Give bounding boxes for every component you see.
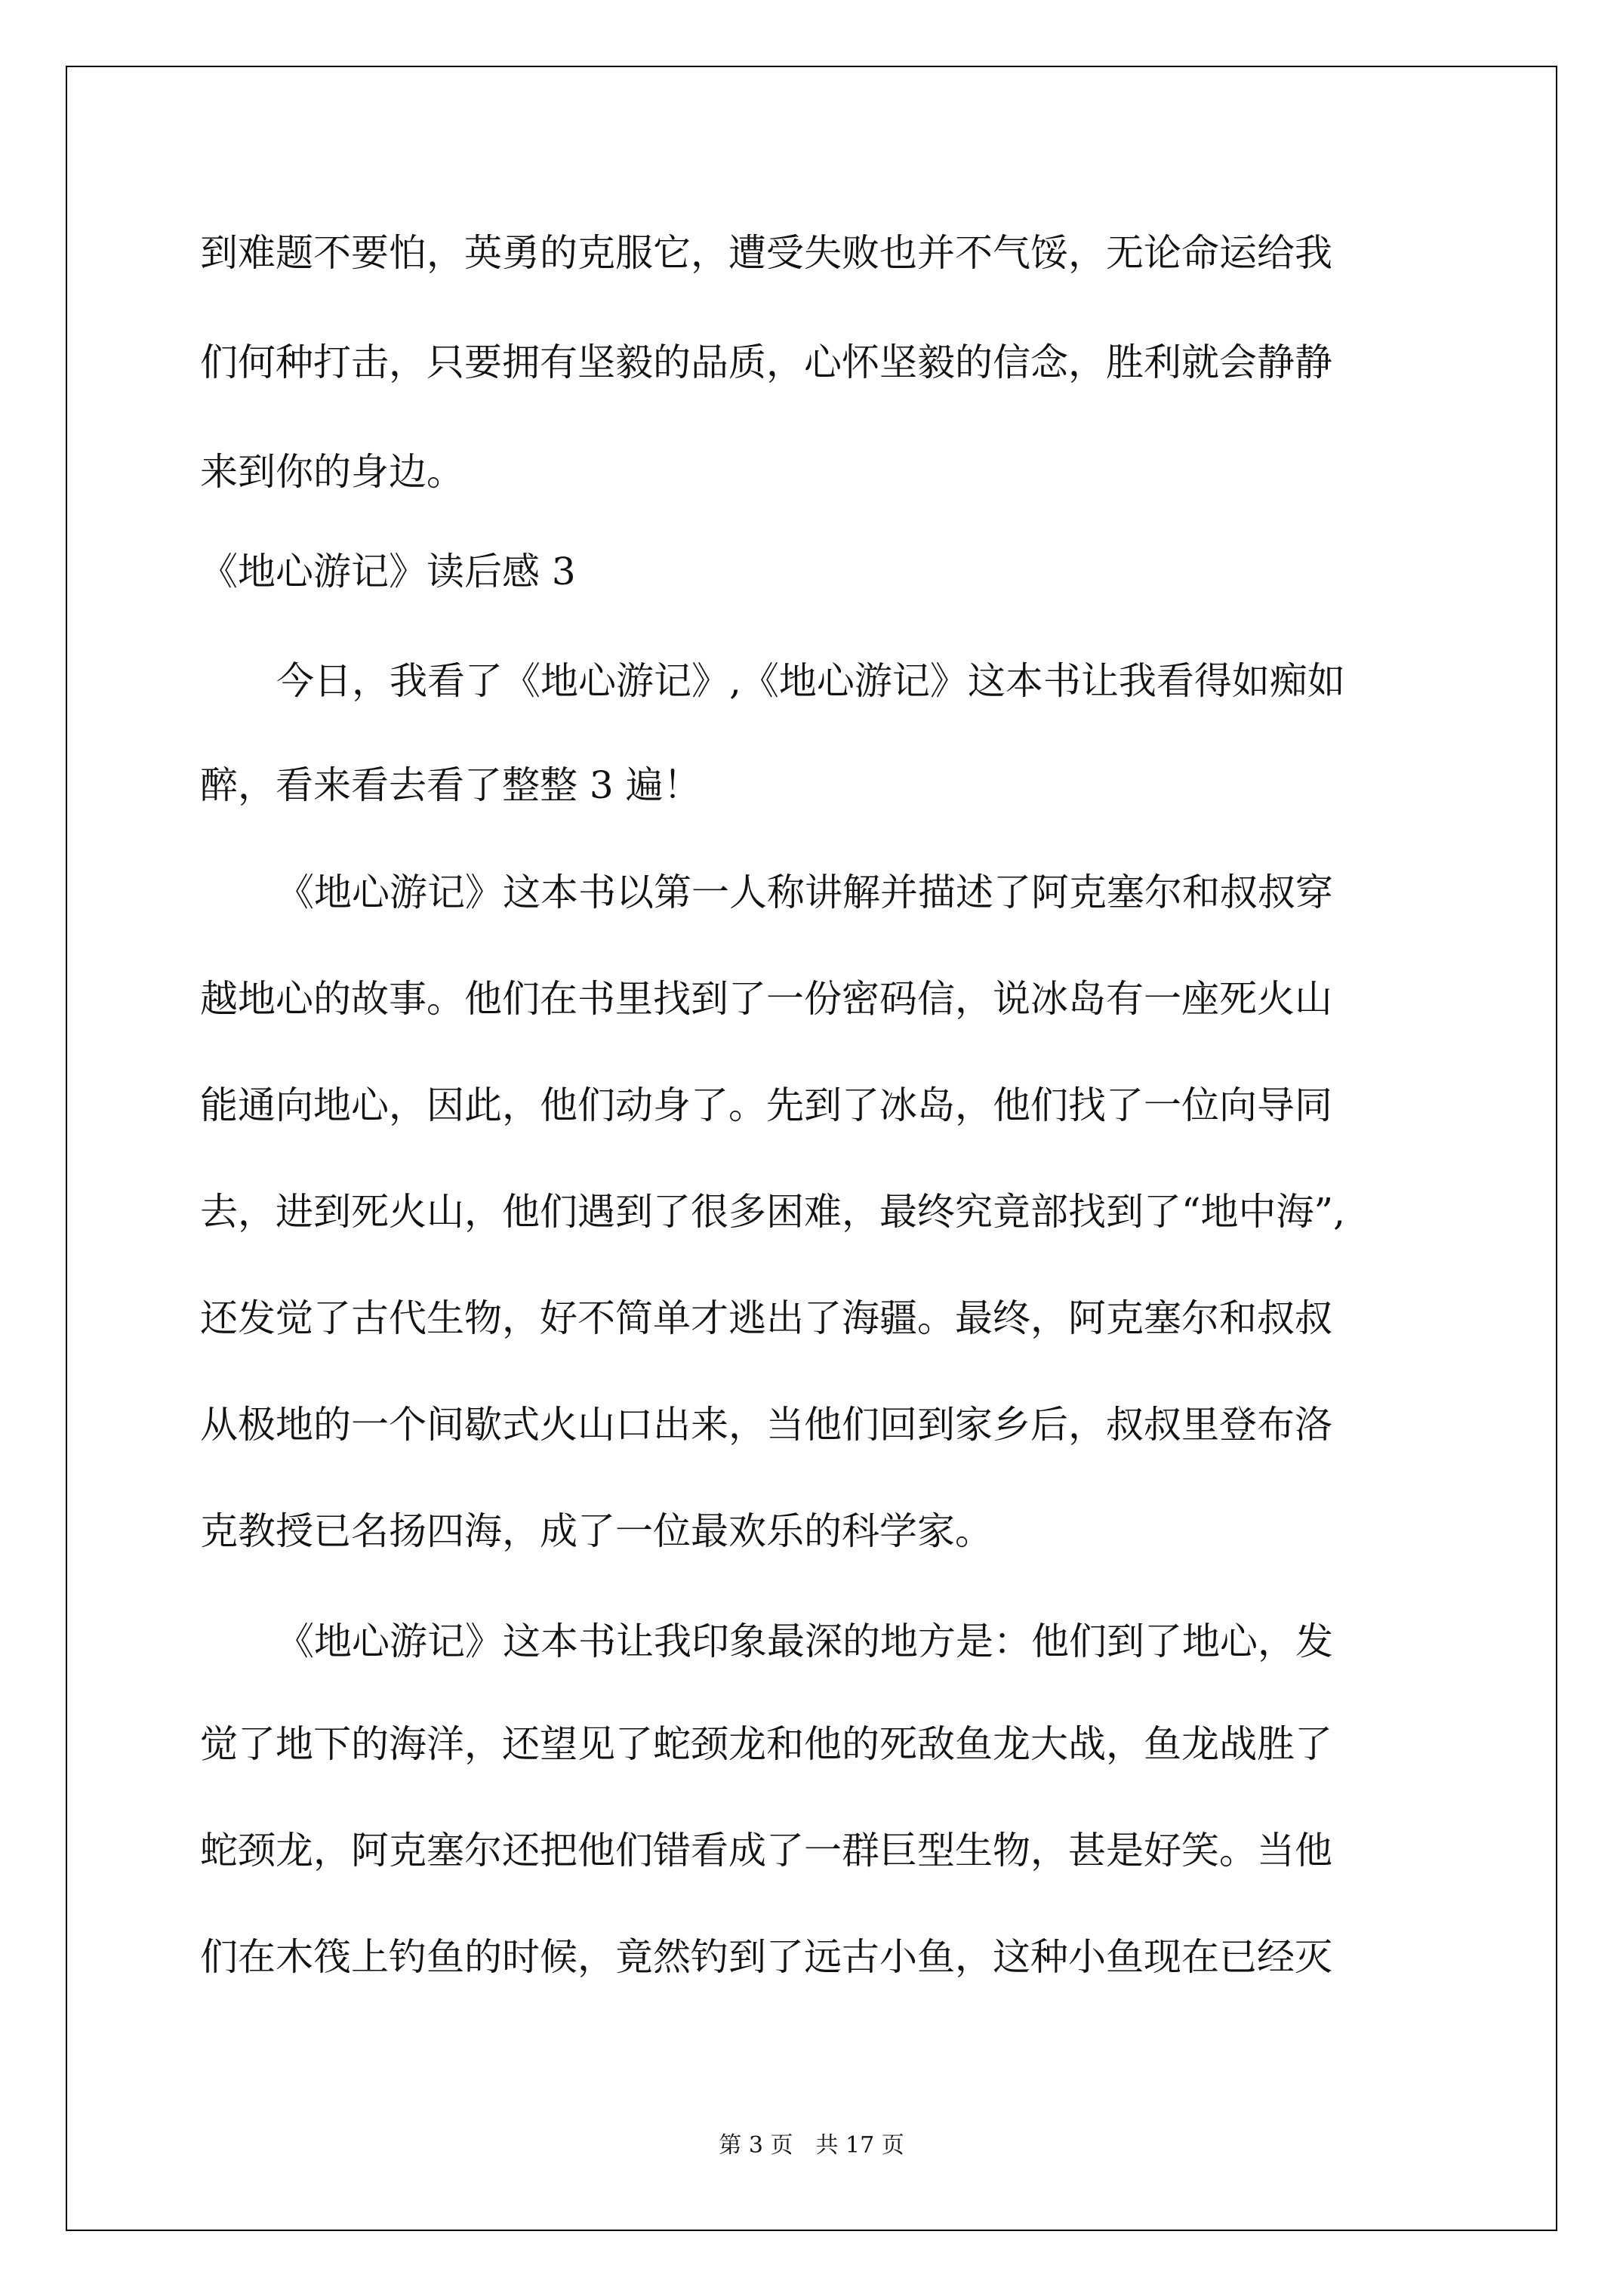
text-line: 去，进到死火山，他们遇到了很多困难，最终究竟部找到了“地中海”,: [200, 1190, 1346, 1234]
text-line: 们何种打击，只要拥有坚毅的品质，心怀坚毅的信念，胜利就会静静: [200, 341, 1332, 384]
text-line: 今日，我看了《地心游记》,《地心游记》这本书让我看得如痴如: [276, 659, 1345, 703]
text-line: 蛇颈龙，阿克塞尔还把他们错看成了一群巨型生物，甚是好笑。当他: [200, 1829, 1332, 1872]
section-heading: 《地心游记》读后感 3: [200, 550, 576, 593]
text-line: 越地心的故事。他们在书里找到了一份密码信，说冰岛有一座死火山: [200, 977, 1332, 1021]
text-line: 克教授已名扬四海，成了一位最欢乐的科学家。: [200, 1509, 993, 1553]
text-line: 觉了地下的海洋，还望见了蛇颈龙和他的死敌鱼龙大战，鱼龙战胜了: [200, 1722, 1332, 1766]
text-line: 《地心游记》这本书让我印象最深的地方是：他们到了地心，发: [276, 1620, 1333, 1663]
page-footer: 第 3 页 共 17 页: [719, 2132, 904, 2159]
text-line: 醉，看来看去看了整整 3 遍！: [200, 763, 701, 807]
text-line: 能通向地心，因此，他们动身了。先到了冰岛，他们找了一位向导同: [200, 1083, 1332, 1127]
text-line: 从极地的一个间歇式火山口出来，当他们回到家乡后，叔叔里登布洛: [200, 1403, 1332, 1447]
text-line: 来到你的身边。: [200, 450, 464, 494]
page-border: [66, 66, 1557, 2231]
text-line: 到难题不要怕，英勇的克服它，遭受失败也并不气馁，无论命运给我: [200, 231, 1332, 275]
text-line: 《地心游记》这本书以第一人称讲解并描述了阿克塞尔和叔叔穿: [276, 871, 1333, 914]
text-line: 们在木筏上钓鱼的时候，竟然钓到了远古小鱼，这种小鱼现在已经灭: [200, 1935, 1332, 1979]
text-line: 还发觉了古代生物，好不简单才逃出了海疆。最终，阿克塞尔和叔叔: [200, 1296, 1332, 1340]
